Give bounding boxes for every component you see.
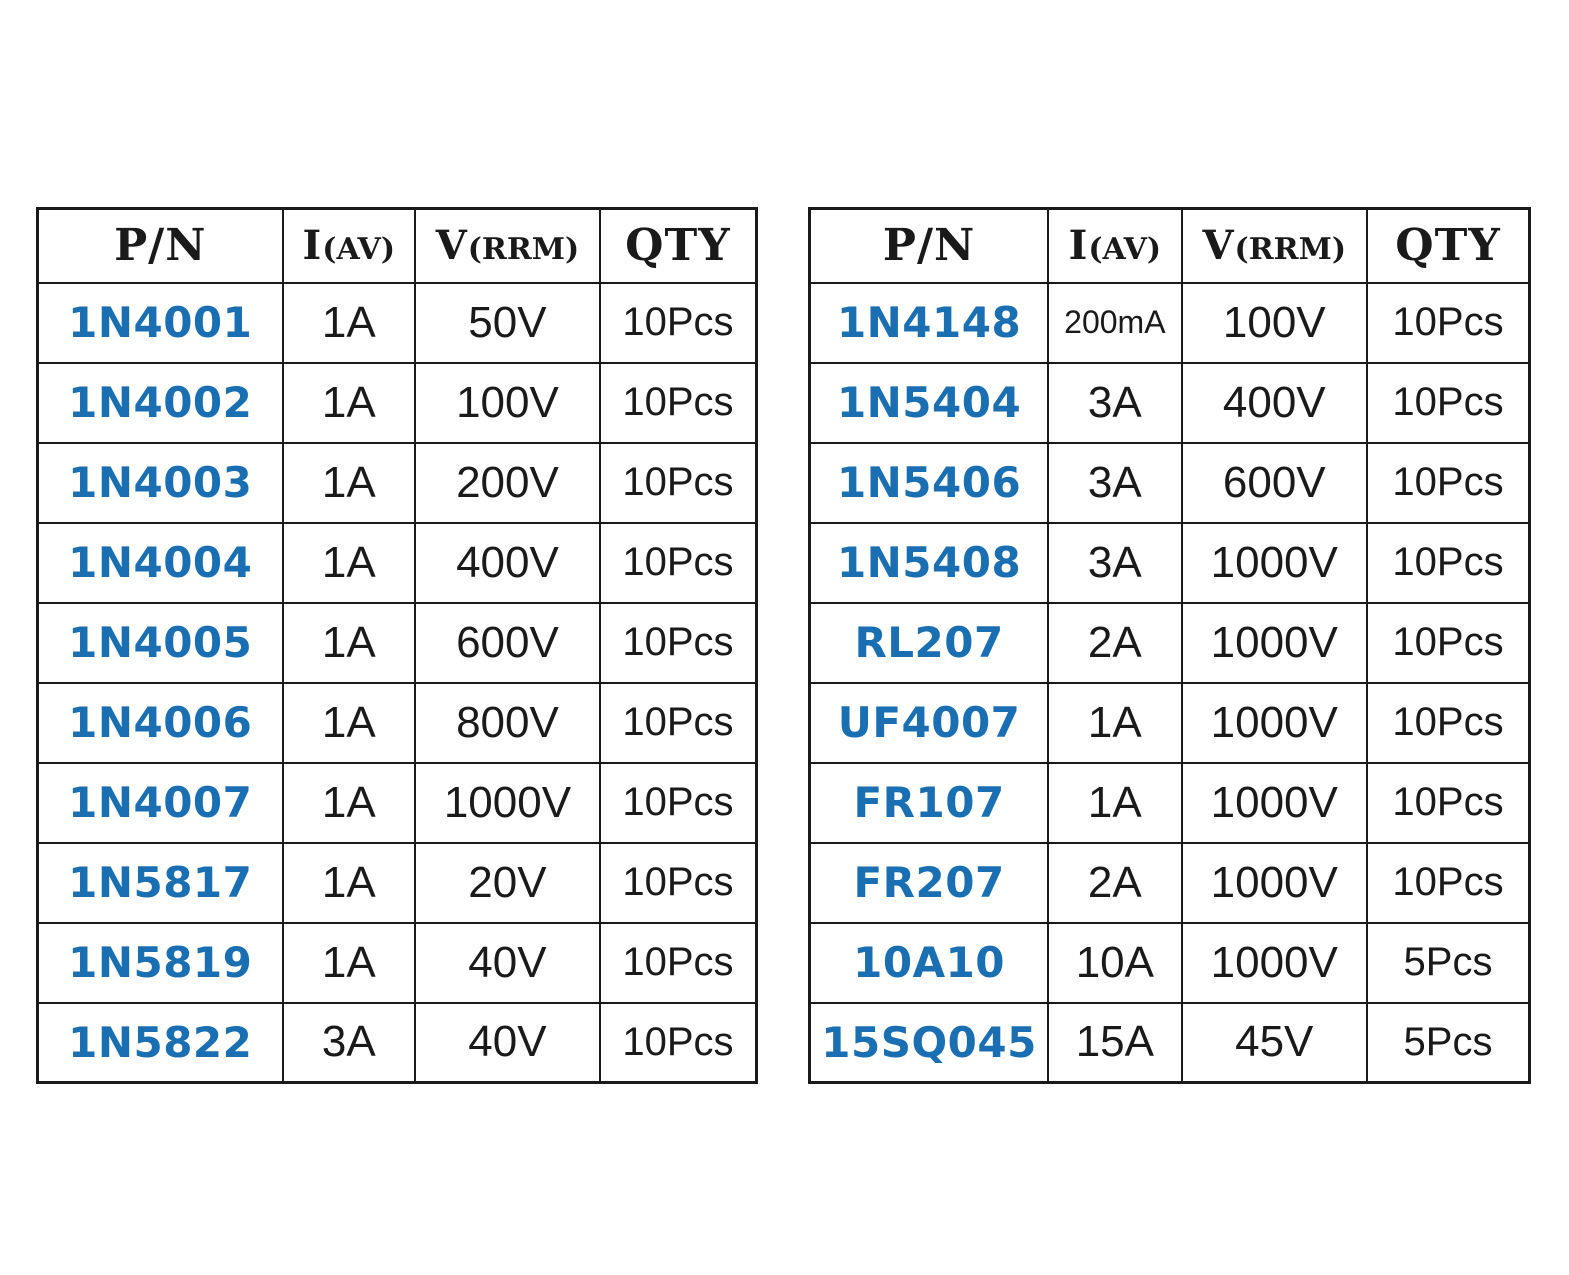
quantity-cell: 10Pcs [1367,523,1529,603]
voltage-cell: 800V [415,683,600,763]
voltage-cell: 50V [415,283,600,363]
part-number-cell: 10A10 [810,923,1049,1003]
table-row [810,603,1530,683]
table-body-left [38,283,757,1083]
table-row [38,363,757,443]
header-pn: P/N [810,209,1049,283]
table-row [38,443,757,523]
voltage-cell: 1000V [1182,763,1368,843]
part-number-cell: 1N5822 [38,1003,283,1083]
header-iav-sub: (AV) [1088,232,1162,268]
table-row [38,923,757,1003]
table-row [38,1003,757,1083]
current-cell: 1A [1048,683,1181,763]
part-number-cell: 1N4004 [38,523,283,603]
voltage-cell: 200V [415,443,600,523]
table-row [38,683,757,763]
header-iav [1048,209,1181,283]
quantity-cell: 10Pcs [1367,443,1529,523]
table-header-row [810,209,1530,283]
quantity-cell: 10Pcs [600,923,757,1003]
table-row [38,603,757,683]
part-number-cell: UF4007 [810,683,1049,763]
table-header-row [38,209,757,283]
part-number-cell: 1N4148 [810,283,1049,363]
table-row [38,283,757,363]
part-number-cell: 1N4003 [38,443,283,523]
quantity-cell: 10Pcs [600,283,757,363]
current-cell: 1A [283,603,416,683]
diode-spec-table-left [36,207,758,1084]
table-row [810,363,1530,443]
voltage-cell: 100V [415,363,600,443]
table-row [810,1003,1530,1083]
header-iav [283,209,416,283]
table-row [810,763,1530,843]
part-number-cell: 1N4006 [38,683,283,763]
current-cell: 2A [1048,843,1181,923]
table-row [810,923,1530,1003]
part-number-cell: 1N5817 [38,843,283,923]
quantity-cell: 10Pcs [1367,683,1529,763]
table-row [810,283,1530,363]
voltage-cell: 20V [415,843,600,923]
current-cell: 1A [283,523,416,603]
quantity-cell: 5Pcs [1367,1003,1529,1083]
part-number-cell: 1N4005 [38,603,283,683]
part-number-cell: 1N4007 [38,763,283,843]
current-cell: 3A [283,1003,416,1083]
part-number-cell: FR207 [810,843,1049,923]
header-vrrm [1182,209,1368,283]
quantity-cell: 10Pcs [600,763,757,843]
voltage-cell: 40V [415,1003,600,1083]
header-vrrm [415,209,600,283]
header-vrrm-sub: (RRM) [1234,232,1347,268]
current-cell: 1A [283,283,416,363]
voltage-cell: 45V [1182,1003,1368,1083]
table-row [38,523,757,603]
table-row [38,763,757,843]
header-vrrm-sub: (RRM) [467,232,580,268]
voltage-cell: 400V [415,523,600,603]
part-number-cell: 15SQ045 [810,1003,1049,1083]
part-number-cell: 1N5819 [38,923,283,1003]
part-number-cell: 1N5404 [810,363,1049,443]
header-iav-main: I [302,222,323,270]
current-cell: 1A [1048,763,1181,843]
quantity-cell: 10Pcs [1367,763,1529,843]
quantity-cell: 10Pcs [600,683,757,763]
quantity-cell: 10Pcs [600,523,757,603]
part-number-cell: 1N4001 [38,283,283,363]
voltage-cell: 1000V [1182,683,1368,763]
voltage-cell: 100V [1182,283,1368,363]
part-number-cell: 1N5408 [810,523,1049,603]
current-cell: 1A [283,363,416,443]
current-cell: 3A [1048,363,1181,443]
quantity-cell: 10Pcs [600,443,757,523]
quantity-cell: 10Pcs [1367,843,1529,923]
quantity-cell: 10Pcs [600,1003,757,1083]
current-cell: 3A [1048,523,1181,603]
voltage-cell: 1000V [1182,923,1368,1003]
table-row [810,523,1530,603]
table-row [810,683,1530,763]
voltage-cell: 600V [415,603,600,683]
voltage-cell: 1000V [1182,603,1368,683]
quantity-cell: 5Pcs [1367,923,1529,1003]
table-row [810,843,1530,923]
header-vrrm-main: V [1202,222,1235,270]
current-cell: 15A [1048,1003,1181,1083]
quantity-cell: 10Pcs [1367,363,1529,443]
current-cell: 3A [1048,443,1181,523]
header-qty: QTY [1367,209,1529,283]
voltage-cell: 600V [1182,443,1368,523]
quantity-cell: 10Pcs [600,603,757,683]
current-cell: 1A [283,443,416,523]
voltage-cell: 1000V [1182,843,1368,923]
current-cell: 1A [283,923,416,1003]
voltage-cell: 40V [415,923,600,1003]
table-row [810,443,1530,523]
header-qty: QTY [600,209,757,283]
current-cell: 200mA [1048,283,1181,363]
header-iav-main: I [1068,222,1089,270]
table-body-right [810,283,1530,1083]
quantity-cell: 10Pcs [600,363,757,443]
current-cell: 1A [283,683,416,763]
current-cell: 10A [1048,923,1181,1003]
voltage-cell: 400V [1182,363,1368,443]
part-number-cell: 1N4002 [38,363,283,443]
header-pn: P/N [38,209,283,283]
part-number-cell: RL207 [810,603,1049,683]
current-cell: 1A [283,763,416,843]
current-cell: 1A [283,843,416,923]
header-iav-sub: (AV) [322,232,396,268]
quantity-cell: 10Pcs [600,843,757,923]
quantity-cell: 10Pcs [1367,283,1529,363]
quantity-cell: 10Pcs [1367,603,1529,683]
diode-spec-table-right [808,207,1531,1084]
voltage-cell: 1000V [415,763,600,843]
current-cell: 2A [1048,603,1181,683]
header-vrrm-main: V [435,222,468,270]
part-number-cell: FR107 [810,763,1049,843]
voltage-cell: 1000V [1182,523,1368,603]
table-row [38,843,757,923]
part-number-cell: 1N5406 [810,443,1049,523]
